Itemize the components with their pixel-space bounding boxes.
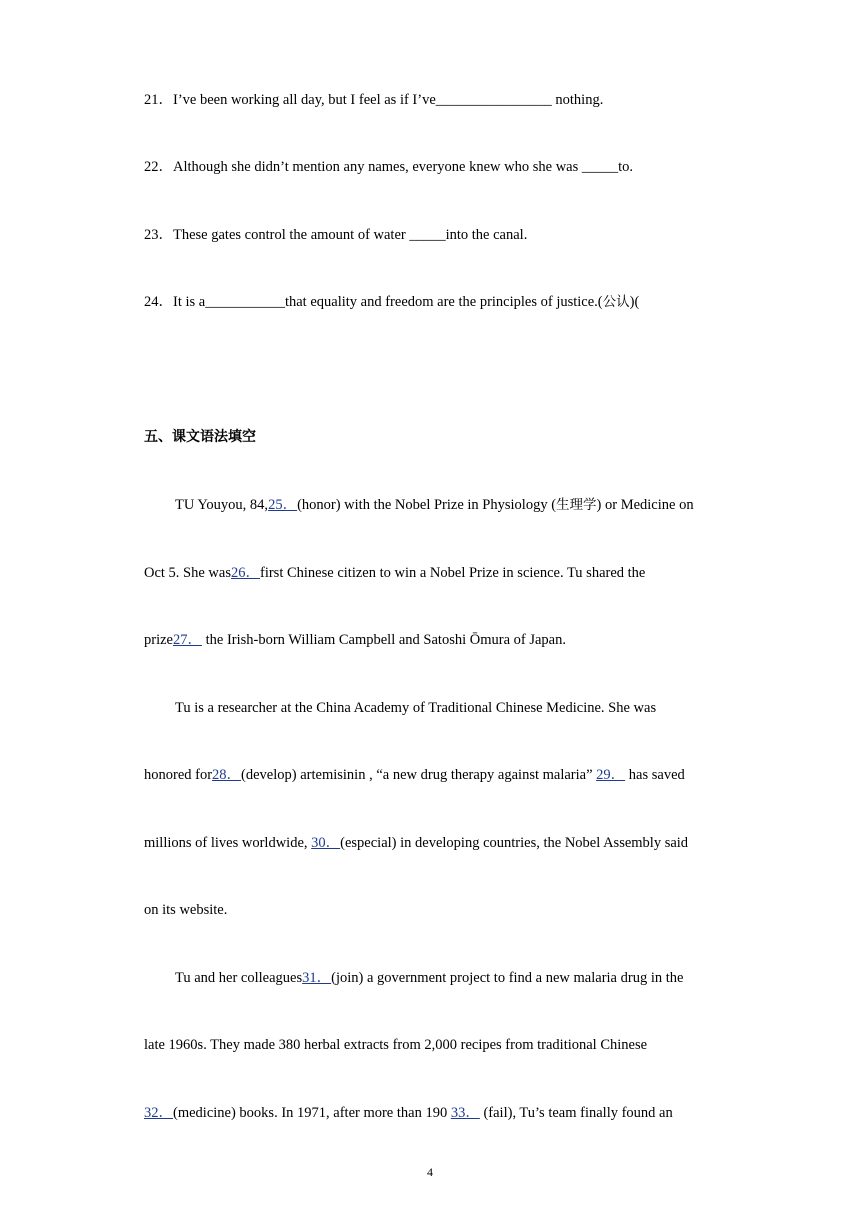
question-23: 23．These gates control the amount of water _____into the canal. — [144, 227, 528, 243]
blank-29[interactable]: 29． — [596, 767, 626, 783]
passage-line: TU Youyou, 84,25．(honor) with the Nobel Prize in Physiology (生理学) or Medicine on — [175, 497, 694, 513]
blank-26[interactable]: 26． — [231, 565, 260, 581]
section-heading: 五、课文语法填空 — [144, 429, 256, 445]
chinese-hint: 公认 — [602, 294, 630, 310]
page-number: 4 — [427, 1165, 433, 1179]
passage-line: Oct 5. She was26．first Chinese citizen to win a Nobel Prize in science. Tu shared the — [144, 565, 646, 581]
passage-line: late 1960s. They made 380 herbal extracts from 2,000 recipes from traditional Chinese — [144, 1037, 648, 1053]
passage-line: millions of lives worldwide, 30．(especial) in developing countries, the Nobel Assembly said — [144, 835, 689, 851]
passage-line: on its website. — [144, 902, 228, 918]
question-22: 22．Although she didn’t mention any names, everyone knew who she was _____to. — [144, 159, 634, 175]
chinese-hint: 生理学 — [556, 497, 597, 513]
blank-28[interactable]: 28． — [212, 767, 242, 783]
passage-line: honored for28．(develop) artemisinin , “a new drug therapy against malaria” 29． has saved — [144, 767, 685, 783]
blank-31[interactable]: 31． — [302, 970, 332, 986]
blank-25[interactable]: 25． — [268, 497, 298, 513]
blank-33[interactable]: 33． — [450, 1105, 480, 1121]
passage-line: Tu and her colleagues31．(join) a government project to find a new malaria drug in the — [175, 970, 684, 986]
blank-30[interactable]: 30． — [311, 835, 341, 851]
question-24: 24．It is a___________that equality and freedom are the principles of justice.(公认)( — [144, 294, 640, 310]
passage-line: prize27． the Irish-born William Campbell and Satoshi Ōmura of Japan. — [144, 632, 566, 648]
passage-line: Tu is a researcher at the China Academy of Traditional Chinese Medicine. She was — [175, 700, 657, 716]
passage-line: 32．(medicine) books. In 1971, after more than 190 33． (fail), Tu’s team finally found an — [144, 1105, 673, 1121]
blank-27[interactable]: 27． — [172, 632, 202, 648]
question-21: 21．I’ve been working all day, but I feel as if I’ve________________ nothing. — [144, 92, 604, 108]
blank-32[interactable]: 32． — [144, 1105, 173, 1121]
